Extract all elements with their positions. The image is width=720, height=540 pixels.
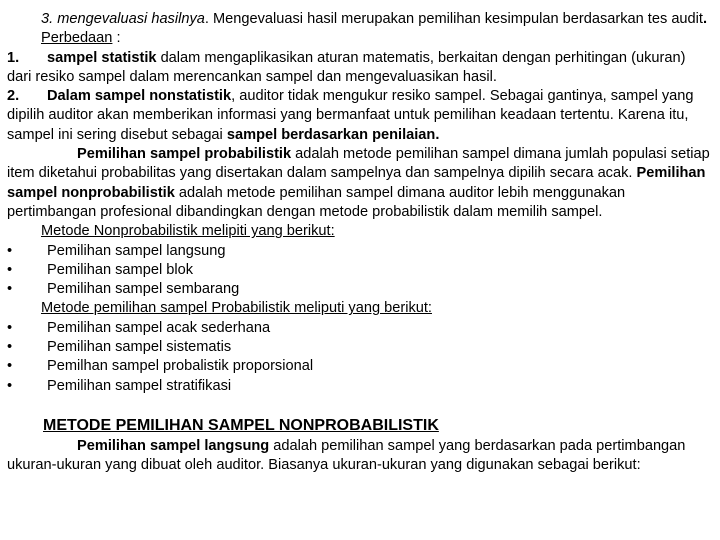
list-item-2: [7, 87, 713, 145]
list-text: Pemilhan sampel probalistik proporsional: [47, 358, 314, 375]
document-page: [7, 10, 713, 476]
step-label: 3. mengevaluasi hasilnya: [41, 11, 205, 27]
nonprob-title: [7, 222, 713, 241]
list-text: , auditor tidak mengukur resiko sampel. Sebagai gantinya, sampel yang dipilih auditor akan memberikan informasi yang bermanfaat untuk pemilihan keadaan tertentu. Karena itu, sampel ini sering disebut sebagai: [7, 88, 694, 143]
list-item-1: [7, 49, 713, 88]
nonprob-title-text: Metode Nonprobabilistik melipiti yang berikut:: [41, 223, 335, 240]
paragraph-text: . Mengevaluasi hasil merupakan pemilihan kesimpulan berdasarkan tes audit: [204, 11, 703, 27]
list-text: Pemilihan sampel acak sederhana: [47, 319, 271, 336]
bullet-icon: •: [7, 358, 13, 375]
list-item: [7, 280, 713, 299]
list-item: [7, 377, 713, 396]
list-text: dalam mengaplikasikan aturan matematis, berkaitan dengan perhitingan (ukuran) dari resiko sampel dalam merencankan sampel dan mengevaluasikan hasil.: [7, 49, 686, 85]
paragraph-text: adalah pemilihan sampel yang berdasarkan pada pertimbangan ukuran-ukuran yang dibuat oleh auditor. Biasanya ukuran-ukuran yang digunakan sebagai berikut:: [7, 437, 686, 474]
bullet-icon: •: [7, 242, 13, 259]
paragraph-dot: .: [702, 11, 708, 27]
paragraph-direct-sampling: [7, 437, 713, 476]
bullet-icon: •: [7, 281, 13, 298]
paragraph-text: adalah metode pemilihan sampel dimana auditor lebih menggunakan pertimbangan profesional dibandingkan dengan metode probabilistik dalam memilih sampel.: [7, 184, 626, 220]
differences-colon: :: [112, 30, 121, 47]
list-item: [7, 338, 713, 357]
section-heading: METODE PEMILIHAN SAMPEL NONPROBABILISTIK: [43, 416, 439, 434]
differences-title: Perbedaan: [41, 30, 113, 47]
list-item: [7, 319, 713, 338]
list-text: Pemilihan sampel langsung: [47, 242, 226, 259]
list-item: [7, 357, 713, 376]
term-judgment-sample: sampel berdasarkan penilaian.: [226, 126, 440, 143]
list-item: [7, 242, 713, 261]
term-direct-sampling: Pemilihan sampel langsung: [77, 437, 270, 454]
prob-title-text: Metode pemilihan sampel Probabilistik meliputi yang berikut:: [41, 300, 432, 317]
term-statistical-sample: sampel statistik: [47, 49, 157, 66]
prob-title: [7, 299, 713, 318]
list-text: Pemilihan sampel blok: [47, 261, 194, 278]
term-probabilistic: Pemilihan sampel probabilistik: [77, 146, 292, 163]
differences-label: [7, 29, 713, 48]
bullet-icon: •: [7, 319, 13, 336]
paragraph-evaluate: [7, 10, 713, 29]
bullet-icon: •: [7, 261, 13, 278]
list-number: 2.: [7, 88, 20, 105]
list-text: Pemilihan sampel sembarang: [47, 281, 240, 298]
paragraph-text: adalah metode pemilihan sampel dimana jumlah populasi setiap item diketahui probabilitas yang disertakan dalam sampelnya dan sampelnya dipilih secara acak.: [7, 146, 710, 182]
bullet-icon: •: [7, 377, 13, 394]
bullet-icon: •: [7, 339, 13, 356]
term-nonprobabilistic: Pemilihan sampel nonprobabilistik: [7, 165, 706, 201]
list-text: Pemilihan sampel stratifikasi: [47, 377, 232, 394]
list-number: 1.: [7, 49, 20, 66]
list-item: [7, 261, 713, 280]
paragraph-probabilistic: [7, 145, 713, 222]
list-text: Pemilihan sampel sistematis: [47, 339, 232, 356]
term-nonstatistical-sample: Dalam sampel nonstatistik: [47, 88, 232, 105]
